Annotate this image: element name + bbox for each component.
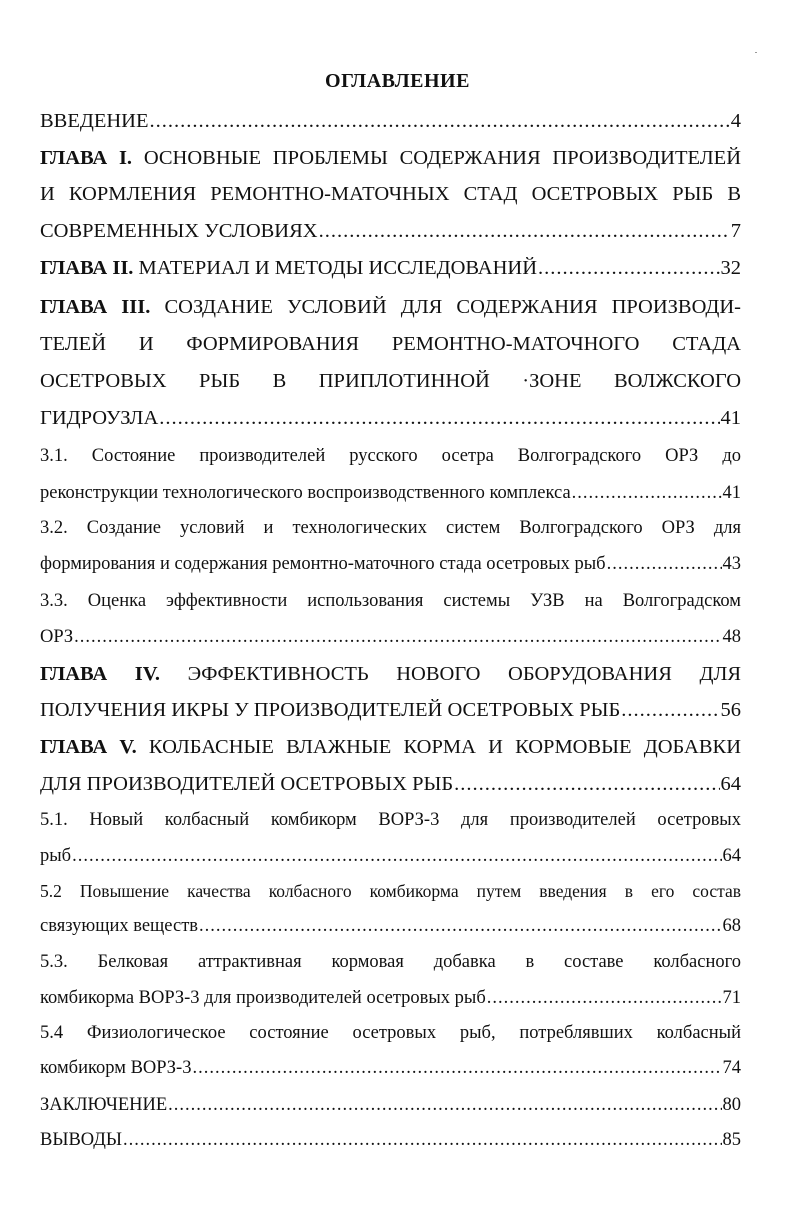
toc-entry-5-2-line1[interactable] — [40, 878, 741, 904]
toc-entry-text: МАТЕРИАЛ И МЕТОДЫ ИССЛЕДОВАНИЙ — [138, 257, 538, 279]
toc-entry-text: комбикорм ВОРЗ-3 — [40, 1058, 192, 1078]
toc-page-number: 43 — [722, 554, 741, 574]
toc-entry-text: 5.2 Повышение качества колбасного комбикорма путем введения в его состав — [40, 881, 741, 901]
toc-entry-ch2[interactable] — [40, 255, 741, 281]
toc-entry-ch5-line2[interactable] — [40, 771, 741, 797]
chapter-label: ГЛАВА I. — [40, 147, 133, 169]
dot-leader — [621, 697, 719, 723]
toc-entry-ch3-line3 — [40, 368, 741, 394]
toc-entry-ch3-line2 — [40, 331, 741, 357]
toc-entry-3-1-line1[interactable] — [40, 443, 741, 469]
dot-leader — [538, 255, 719, 281]
dot-leader — [199, 913, 721, 939]
toc-page-number: 41 — [722, 483, 741, 503]
toc-page-number: 41 — [720, 407, 741, 429]
dot-leader — [150, 108, 730, 134]
toc-entry-text: ТЕЛЕЙ И ФОРМИРОВАНИЯ РЕМОНТНО-МАТОЧНОГО СТАДА — [40, 333, 741, 355]
toc-entry-text: ОСЕТРОВЫХ РЫБ В ПРИПЛОТИННОЙ ·ЗОНЕ ВОЛЖСКОГО — [40, 370, 741, 392]
toc-entry-text: 5.4 Физиологическое состояние осетровых рыб, потреблявших колбасный — [40, 1023, 741, 1043]
toc-entry-text: СОВРЕМЕННЫХ УСЛОВИЯХ — [40, 220, 318, 242]
toc-entry-text: 5.3. Белковая аттрактивная кормовая добавка в составе колбасного — [40, 952, 741, 972]
scan-mark — [755, 52, 757, 53]
toc-entry-5-4-line1[interactable] — [40, 1020, 741, 1046]
chapter-label: ГЛАВА II. — [40, 257, 134, 279]
toc-entry-ch5-line1[interactable] — [40, 734, 741, 760]
dot-leader — [74, 624, 721, 650]
page-title: ОГЛАВЛЕНИЕ — [325, 70, 470, 92]
toc-page-number: 68 — [722, 916, 741, 936]
toc-page-number: 74 — [722, 1058, 741, 1078]
toc-entry-3-1-line2[interactable] — [40, 480, 741, 506]
dot-leader — [159, 405, 719, 431]
toc-entry-text: ВВЕДЕНИЕ — [40, 110, 149, 132]
toc-entry-5-3-line1[interactable] — [40, 949, 741, 975]
toc-entry-text: ГИДРОУЗЛА — [40, 407, 159, 429]
toc-entry-5-1-line2[interactable] — [40, 843, 741, 869]
toc-entry-text: ЗАКЛЮЧЕНИЕ — [40, 1095, 168, 1115]
toc-entry-text: 3.2. Создание условий и технологических систем Волгоградского ОРЗ для — [40, 518, 741, 538]
toc-page-number: 85 — [722, 1130, 741, 1150]
toc-entry-text: рыб — [40, 846, 72, 866]
toc-page-number: 32 — [720, 257, 741, 279]
dot-leader — [607, 551, 722, 577]
toc-entry-text: 5.1. Новый колбасный комбикорм ВОРЗ-3 для производителей осетровых — [40, 810, 741, 830]
toc-entry-text: ОРЗ — [40, 627, 74, 647]
toc-entry-5-4-line2[interactable] — [40, 1055, 741, 1081]
toc-entry-text: КОЛБАСНЫЕ ВЛАЖНЫЕ КОРМА И КОРМОВЫЕ ДОБАВКИ — [148, 736, 741, 758]
toc-entry-3-2-line1[interactable] — [40, 515, 741, 541]
toc-entry-5-1-line1[interactable] — [40, 807, 741, 833]
chapter-label: ГЛАВА III. — [40, 296, 151, 318]
dot-leader — [454, 771, 719, 797]
toc-entry-findings[interactable] — [40, 1127, 741, 1153]
toc-entry-text: И КОРМЛЕНИЯ РЕМОНТНО-МАТОЧНЫХ СТАД ОСЕТРОВЫХ РЫБ В — [40, 183, 741, 205]
toc-entry-3-3-line2[interactable] — [40, 624, 741, 650]
toc-entry-text: ОСНОВНЫЕ ПРОБЛЕМЫ СОДЕРЖАНИЯ ПРОИЗВОДИТЕЛЕЙ — [143, 147, 741, 169]
toc-entry-ch4-line2[interactable] — [40, 697, 741, 723]
toc-entry-text: СОЗДАНИЕ УСЛОВИЙ ДЛЯ СОДЕРЖАНИЯ ПРОИЗВОДИ- — [164, 296, 741, 318]
toc-entry-5-3-line2[interactable] — [40, 985, 741, 1011]
toc-entry-ch3-line4[interactable] — [40, 405, 741, 431]
toc-entry-text: реконструкции технологического воспроизводственного комплекса — [40, 483, 571, 503]
toc-entry-ch1-line2 — [40, 181, 741, 207]
toc-page-number: 4 — [730, 110, 741, 132]
toc-page-number: 64 — [720, 773, 741, 795]
toc-entry-text: 3.1. Состояние производителей русского осетра Волгоградского ОРЗ до — [40, 446, 741, 466]
toc-entry-text: формирования и содержания ремонтно-маточного стада осетровых рыб — [40, 554, 606, 574]
toc-entry-text: ЭФФЕКТИВНОСТЬ НОВОГО ОБОРУДОВАНИЯ ДЛЯ — [187, 663, 741, 685]
dot-leader — [123, 1127, 721, 1153]
dot-leader — [319, 218, 730, 244]
chapter-label: ГЛАВА V. — [40, 736, 137, 758]
toc-entry-text: ДЛЯ ПРОИЗВОДИТЕЛЕЙ ОСЕТРОВЫХ РЫБ — [40, 773, 454, 795]
toc-entry-ch3-line1[interactable] — [40, 294, 741, 320]
toc-entry-text: комбикорма ВОРЗ-3 для производителей осетровых рыб — [40, 988, 486, 1008]
toc-entry-ch4-line1[interactable] — [40, 661, 741, 687]
toc-entry-text: ПОЛУЧЕНИЯ ИКРЫ У ПРОИЗВОДИТЕЛЕЙ ОСЕТРОВЫХ РЫБ — [40, 699, 621, 721]
toc-entry-5-2-line2[interactable] — [40, 913, 741, 939]
toc-page-number: 48 — [722, 627, 741, 647]
toc-entry-conclusion[interactable] — [40, 1092, 741, 1118]
dot-leader — [487, 985, 722, 1011]
chapter-label: ГЛАВА IV. — [40, 663, 161, 685]
toc-entry-ch1-line3[interactable] — [40, 218, 741, 244]
toc-entry-text: ВЫВОДЫ — [40, 1130, 123, 1150]
toc-entry-3-2-line2[interactable] — [40, 551, 741, 577]
toc-entry-text: 3.3. Оценка эффективности использования системы УЗВ на Волгоградском — [40, 591, 741, 611]
toc-page-number: 7 — [730, 220, 741, 242]
toc-page-number: 71 — [722, 988, 741, 1008]
toc-entry-intro[interactable] — [40, 108, 741, 134]
toc-page-number: 64 — [722, 846, 741, 866]
toc-page-number: 80 — [722, 1095, 741, 1115]
dot-leader — [168, 1092, 721, 1118]
dot-leader — [572, 480, 722, 506]
toc-entry-text: связующих веществ — [40, 916, 199, 936]
toc-entry-ch1-line1[interactable] — [40, 145, 741, 171]
dot-leader — [192, 1055, 721, 1081]
toc-entry-3-3-line1[interactable] — [40, 588, 741, 614]
toc-page-number: 56 — [720, 699, 741, 721]
dot-leader — [72, 843, 721, 869]
